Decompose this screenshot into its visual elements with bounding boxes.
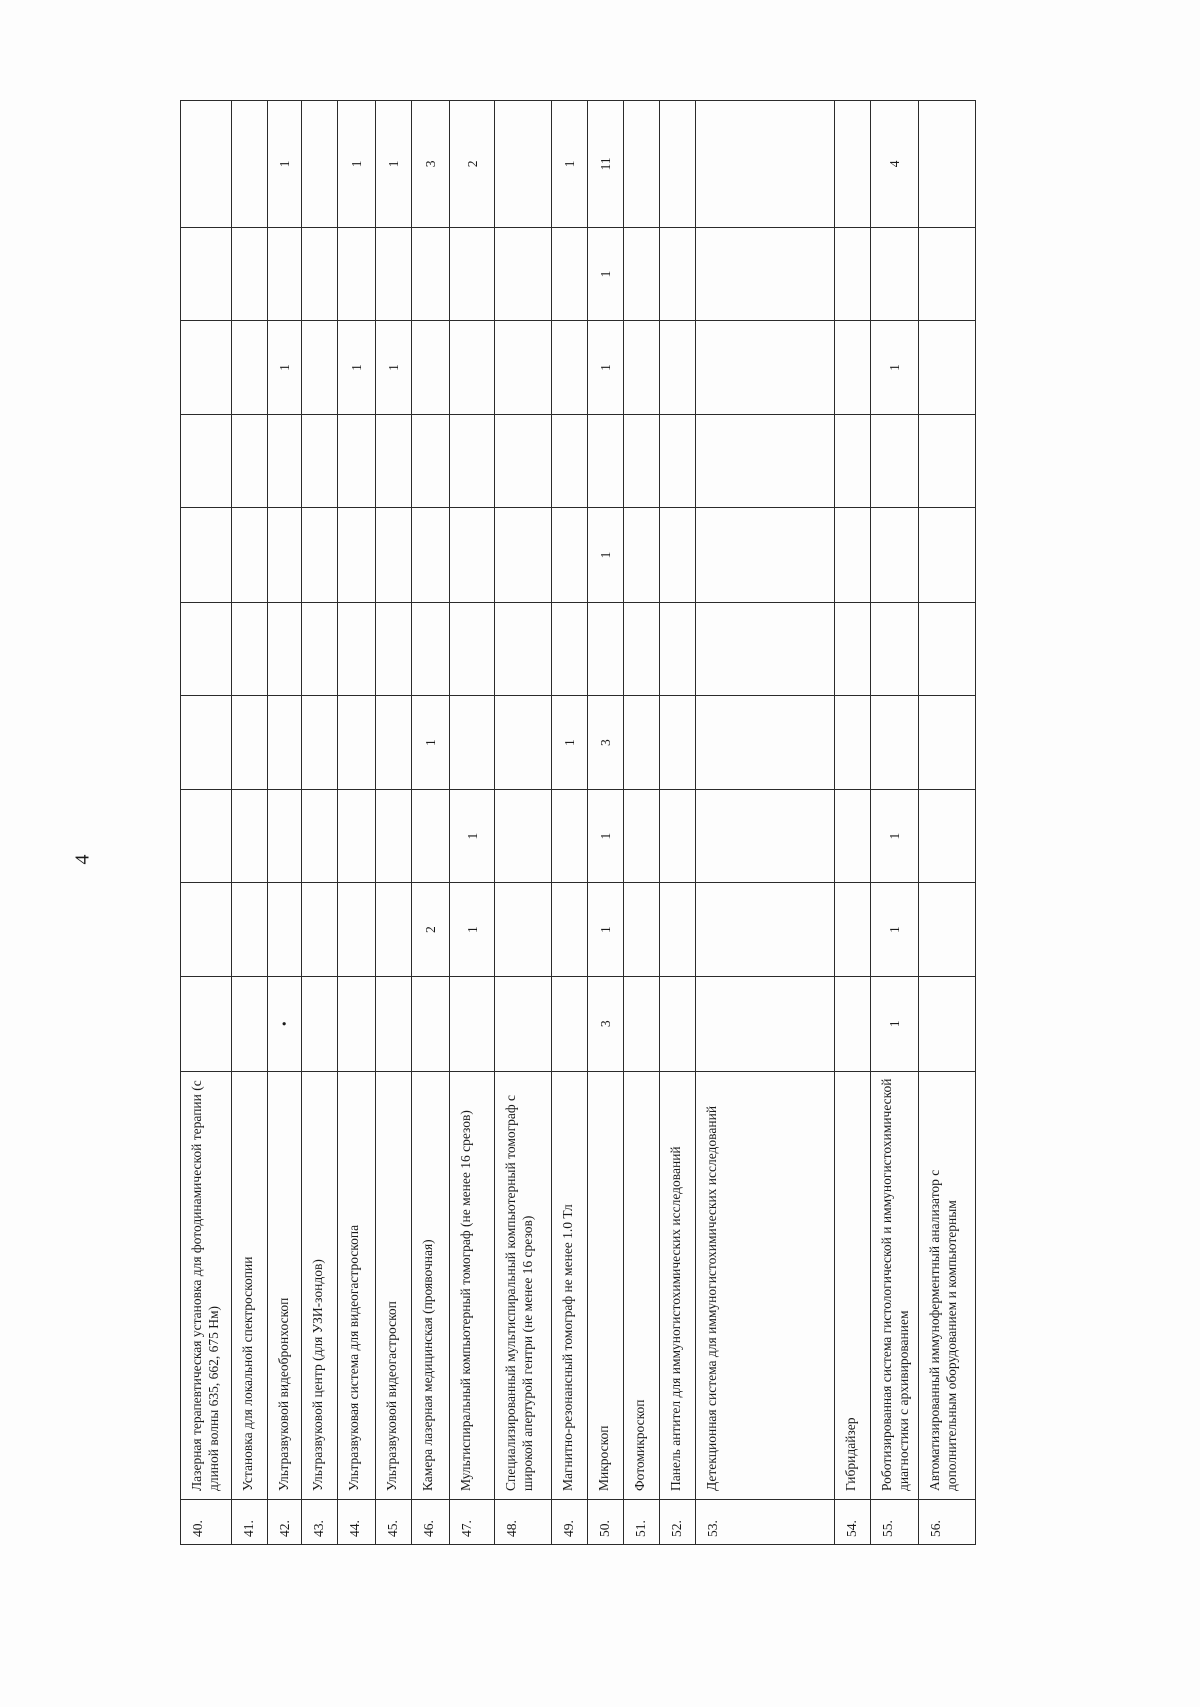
quantity-cell [624, 602, 660, 696]
equipment-name: Камера лазерная медицинская (проявочная) [412, 1071, 450, 1499]
quantity-cell [232, 976, 268, 1071]
table-row [232, 101, 268, 1545]
total-cell: 11 [588, 101, 624, 228]
equipment-name: Мультиспиральный компьютерный томограф (не менее 16 срезов) [450, 1071, 495, 1499]
quantity-cell [181, 696, 232, 790]
quantity-cell [376, 789, 412, 883]
quantity-cell [268, 227, 302, 321]
table-row [919, 101, 976, 1545]
quantity-cell [552, 789, 588, 883]
total-cell: 2 [450, 101, 495, 228]
table-body [181, 101, 976, 1545]
quantity-cell [660, 227, 696, 321]
table-row [181, 101, 232, 1545]
quantity-cell: 1 [450, 789, 495, 883]
quantity-cell [232, 321, 268, 415]
quantity-cell [696, 883, 835, 977]
total-cell: 1 [376, 101, 412, 228]
quantity-cell [624, 414, 660, 508]
equipment-name: Гибридайзер [835, 1071, 871, 1499]
quantity-cell [871, 227, 919, 321]
table-row [412, 101, 450, 1545]
quantity-cell [232, 508, 268, 603]
quantity-cell [588, 414, 624, 508]
table-row [624, 101, 660, 1545]
quantity-cell [376, 696, 412, 790]
quantity-cell [495, 227, 552, 321]
row-number: 50. [588, 1500, 624, 1545]
quantity-cell [302, 883, 338, 977]
quantity-cell [919, 976, 976, 1071]
equipment-name: Автоматизированный иммуноферментный анализатор с дополнительным оборудованием и компьютерным [919, 1071, 976, 1499]
quantity-cell [268, 602, 302, 696]
quantity-cell [919, 321, 976, 415]
quantity-cell [232, 602, 268, 696]
quantity-cell [624, 321, 660, 415]
quantity-cell [660, 414, 696, 508]
quantity-cell [919, 789, 976, 883]
quantity-cell [450, 321, 495, 415]
total-cell: 1 [268, 101, 302, 228]
row-number: 44. [338, 1500, 376, 1545]
quantity-cell [412, 789, 450, 883]
quantity-cell [376, 414, 412, 508]
equipment-name: Установка для локальной спектроскопии [232, 1071, 268, 1499]
equipment-name: Ультразвуковой центр (для УЗИ-зондов) [302, 1071, 338, 1499]
quantity-cell [232, 696, 268, 790]
quantity-cell [338, 976, 376, 1071]
quantity-cell [302, 227, 338, 321]
quantity-cell [338, 508, 376, 603]
quantity-cell [660, 976, 696, 1071]
quantity-cell [338, 696, 376, 790]
quantity-cell [696, 789, 835, 883]
row-number: 41. [232, 1500, 268, 1545]
quantity-cell [552, 227, 588, 321]
total-cell [624, 101, 660, 228]
total-cell: 1 [552, 101, 588, 228]
quantity-cell [660, 602, 696, 696]
quantity-cell [919, 227, 976, 321]
total-cell [232, 101, 268, 228]
quantity-cell [412, 602, 450, 696]
row-number: 53. [696, 1500, 835, 1545]
quantity-cell [624, 976, 660, 1071]
row-number: 48. [495, 1500, 552, 1545]
quantity-cell [696, 414, 835, 508]
quantity-cell [181, 227, 232, 321]
quantity-cell [376, 602, 412, 696]
total-cell: 4 [871, 101, 919, 228]
quantity-cell [376, 227, 412, 321]
quantity-cell [919, 414, 976, 508]
quantity-cell [302, 696, 338, 790]
quantity-cell [552, 414, 588, 508]
table-row [835, 101, 871, 1545]
quantity-cell [624, 696, 660, 790]
row-number: 40. [181, 1500, 232, 1545]
quantity-cell [696, 602, 835, 696]
quantity-cell [338, 227, 376, 321]
quantity-cell [302, 321, 338, 415]
quantity-cell [450, 602, 495, 696]
quantity-cell [338, 414, 376, 508]
table-row [376, 101, 412, 1545]
quantity-cell [835, 976, 871, 1071]
equipment-name: Магнитно-резонансный томограф не менее 1.0 Тл [552, 1071, 588, 1499]
quantity-cell [660, 789, 696, 883]
quantity-cell: 1 [588, 321, 624, 415]
quantity-cell [624, 508, 660, 603]
quantity-cell [181, 976, 232, 1071]
quantity-cell [835, 789, 871, 883]
quantity-cell [450, 414, 495, 508]
quantity-cell [450, 976, 495, 1071]
quantity-cell [268, 696, 302, 790]
quantity-cell [835, 602, 871, 696]
quantity-cell [495, 789, 552, 883]
quantity-cell [835, 696, 871, 790]
quantity-cell [338, 602, 376, 696]
quantity-cell [495, 696, 552, 790]
table-row [552, 101, 588, 1545]
equipment-table [180, 100, 976, 1545]
total-cell [495, 101, 552, 228]
quantity-cell [268, 883, 302, 977]
quantity-cell [376, 976, 412, 1071]
quantity-cell [232, 227, 268, 321]
table-row [696, 101, 835, 1545]
quantity-cell [871, 414, 919, 508]
quantity-cell [835, 883, 871, 977]
quantity-cell: 1 [588, 508, 624, 603]
table-row [302, 101, 338, 1545]
quantity-cell [302, 976, 338, 1071]
equipment-name: Ультразвуковой видеобронхоскоп [268, 1071, 302, 1499]
quantity-cell [376, 508, 412, 603]
quantity-cell: 1 [450, 883, 495, 977]
total-cell [302, 101, 338, 228]
row-number: 56. [919, 1500, 976, 1545]
total-cell [835, 101, 871, 228]
quantity-cell [835, 414, 871, 508]
row-number: 43. [302, 1500, 338, 1545]
quantity-cell [302, 508, 338, 603]
quantity-cell [450, 696, 495, 790]
quantity-cell [412, 414, 450, 508]
quantity-cell [338, 883, 376, 977]
equipment-table-container [180, 100, 976, 1545]
quantity-cell [412, 321, 450, 415]
quantity-cell [696, 976, 835, 1071]
quantity-cell [552, 976, 588, 1071]
quantity-cell: 1 [412, 696, 450, 790]
total-cell [696, 101, 835, 228]
table-row [871, 101, 919, 1545]
quantity-cell: 1 [552, 696, 588, 790]
quantity-cell: 3 [588, 696, 624, 790]
quantity-cell [302, 789, 338, 883]
quantity-cell [268, 414, 302, 508]
quantity-cell: 1 [588, 789, 624, 883]
row-number: 52. [660, 1500, 696, 1545]
quantity-cell [919, 602, 976, 696]
quantity-cell [871, 696, 919, 790]
quantity-cell [412, 976, 450, 1071]
quantity-cell [268, 508, 302, 603]
quantity-cell [181, 602, 232, 696]
row-number: 49. [552, 1500, 588, 1545]
quantity-cell [552, 321, 588, 415]
quantity-cell [624, 789, 660, 883]
equipment-name: Лазерная терапевтическая установка для фотодинамической терапии (с длиной волны 635, 662, 675 Нм) [181, 1071, 232, 1499]
table-row [495, 101, 552, 1545]
row-number: 55. [871, 1500, 919, 1545]
table-row [268, 101, 302, 1545]
quantity-cell: 1 [588, 227, 624, 321]
total-cell: 1 [338, 101, 376, 228]
quantity-cell: 1 [376, 321, 412, 415]
equipment-name: Микроскоп [588, 1071, 624, 1499]
quantity-cell [835, 321, 871, 415]
row-number: 51. [624, 1500, 660, 1545]
quantity-cell: 1 [871, 321, 919, 415]
quantity-cell: 1 [871, 883, 919, 977]
equipment-name: Панель антител для иммуногистохимических исследований [660, 1071, 696, 1499]
quantity-cell [835, 508, 871, 603]
quantity-cell [660, 883, 696, 977]
row-number: 45. [376, 1500, 412, 1545]
table-row [588, 101, 624, 1545]
quantity-cell [919, 696, 976, 790]
quantity-cell [835, 227, 871, 321]
page-number: 4 [71, 854, 94, 865]
equipment-name: Детекционная система для иммуногистохимических исследований [696, 1071, 835, 1499]
quantity-cell: 1 [338, 321, 376, 415]
quantity-cell [871, 508, 919, 603]
quantity-cell [181, 789, 232, 883]
total-cell: 3 [412, 101, 450, 228]
quantity-cell [412, 508, 450, 603]
quantity-cell [624, 227, 660, 321]
quantity-cell [660, 508, 696, 603]
quantity-cell [181, 508, 232, 603]
total-cell [660, 101, 696, 228]
quantity-cell [696, 227, 835, 321]
quantity-cell [495, 883, 552, 977]
quantity-cell [495, 602, 552, 696]
table-row [338, 101, 376, 1545]
quantity-cell [696, 508, 835, 603]
quantity-cell: 1 [268, 321, 302, 415]
quantity-cell [552, 602, 588, 696]
equipment-name: Ультразвуковой видеогастроскоп [376, 1071, 412, 1499]
quantity-cell [412, 227, 450, 321]
quantity-cell [919, 883, 976, 977]
quantity-cell [552, 508, 588, 603]
row-number: 47. [450, 1500, 495, 1545]
quantity-cell [552, 883, 588, 977]
quantity-cell [919, 508, 976, 603]
quantity-cell [660, 321, 696, 415]
equipment-name: Ультразвуковая система для видеогастроскопа [338, 1071, 376, 1499]
quantity-cell [495, 414, 552, 508]
quantity-cell: 1 [588, 883, 624, 977]
quantity-cell [232, 883, 268, 977]
quantity-cell [232, 414, 268, 508]
quantity-cell [450, 227, 495, 321]
row-number: 54. [835, 1500, 871, 1545]
equipment-name: Специализированный мультиспиральный компьютерный томограф с широкой апертурой гентри (не менее 16 срезов) [495, 1071, 552, 1499]
quantity-cell [181, 321, 232, 415]
quantity-cell [871, 602, 919, 696]
row-number: 42. [268, 1500, 302, 1545]
quantity-cell [624, 883, 660, 977]
quantity-cell: 2 [412, 883, 450, 977]
quantity-cell [302, 602, 338, 696]
total-cell [919, 101, 976, 228]
quantity-cell [495, 508, 552, 603]
quantity-cell [232, 789, 268, 883]
quantity-cell [268, 789, 302, 883]
quantity-cell [302, 414, 338, 508]
quantity-cell: 1 [871, 789, 919, 883]
quantity-cell [181, 414, 232, 508]
quantity-cell: 1 [871, 976, 919, 1071]
quantity-cell [181, 883, 232, 977]
row-number: 46. [412, 1500, 450, 1545]
quantity-cell [660, 696, 696, 790]
quantity-cell [376, 883, 412, 977]
quantity-cell [588, 602, 624, 696]
quantity-cell: • [268, 976, 302, 1071]
quantity-cell [696, 321, 835, 415]
quantity-cell [338, 789, 376, 883]
quantity-cell [495, 321, 552, 415]
total-cell [181, 101, 232, 228]
quantity-cell [495, 976, 552, 1071]
equipment-name: Роботизированная система гистологической и иммуногистохимической диагностики с архивированием [871, 1071, 919, 1499]
equipment-name: Фотомикроскоп [624, 1071, 660, 1499]
quantity-cell [450, 508, 495, 603]
quantity-cell: 3 [588, 976, 624, 1071]
table-row [450, 101, 495, 1545]
quantity-cell [696, 696, 835, 790]
table-row [660, 101, 696, 1545]
